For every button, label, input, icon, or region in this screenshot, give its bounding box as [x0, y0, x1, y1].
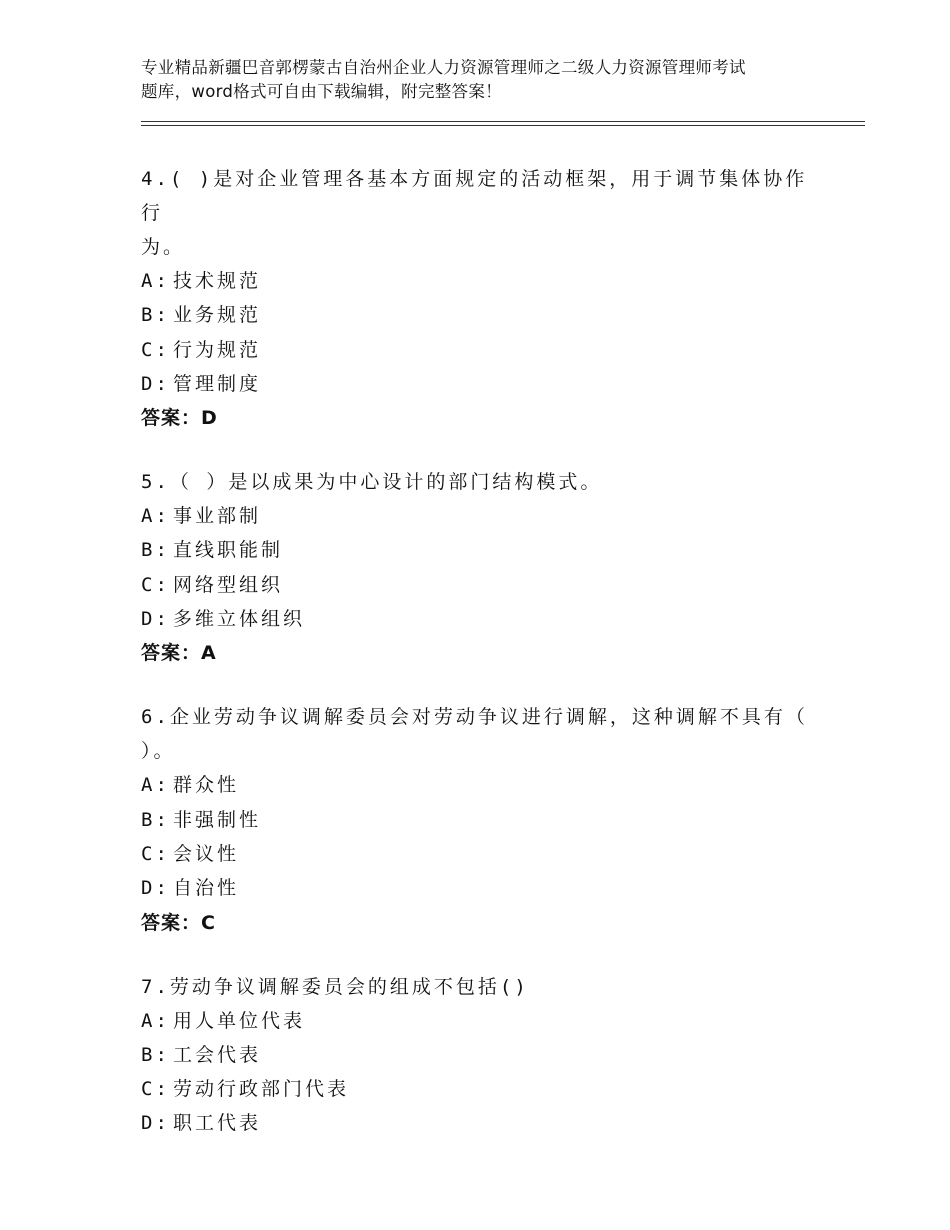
option-d	[141, 1106, 821, 1140]
option-key: D:	[141, 877, 170, 900]
question-text: 6.企业劳动争议调解委员会对劳动争议进行调解，这种调解不具有（	[141, 706, 808, 729]
question-5	[141, 465, 821, 670]
answer-line: 答案：A	[141, 642, 217, 665]
option-text: 会议性	[173, 842, 240, 865]
question-text: 7.劳动争议调解委员会的组成不包括()	[141, 975, 529, 998]
option-text: 业务规范	[173, 304, 262, 327]
header-divider-top	[141, 121, 865, 122]
question-7	[141, 970, 821, 1141]
header-title-line-2: 题库，word格式可自由下载编辑，附完整答案！	[141, 82, 502, 101]
option-text: 多维立体组织	[173, 608, 306, 631]
option-key: C:	[141, 1078, 170, 1101]
option-d	[141, 871, 821, 905]
question-text-continued: 为。	[141, 236, 186, 258]
option-text: 行为规范	[173, 338, 262, 361]
option-text: 技术规范	[173, 270, 262, 292]
option-a	[141, 264, 821, 298]
option-key: A:	[141, 774, 170, 797]
option-a	[141, 768, 821, 802]
option-b	[141, 298, 821, 332]
option-a	[141, 499, 821, 533]
option-text: 管理制度	[173, 372, 262, 395]
header-divider-bottom	[141, 125, 865, 126]
option-d	[141, 602, 821, 636]
question-4	[141, 162, 821, 435]
option-key: D:	[141, 372, 170, 395]
question-text: 4.( )是对企业管理各基本方面规定的活动框架，用于调节集体协作行	[141, 168, 808, 224]
document-header	[141, 56, 821, 104]
option-key: A:	[141, 1009, 170, 1032]
answer-line: 答案：C	[141, 911, 216, 934]
option-text: 用人单位代表	[173, 1009, 306, 1032]
option-text: 网络型组织	[173, 573, 284, 596]
option-c	[141, 1072, 821, 1106]
option-text: 自治性	[173, 877, 240, 900]
question-list	[141, 162, 821, 1171]
option-c	[141, 837, 821, 871]
option-b	[141, 1038, 821, 1072]
option-key: D:	[141, 608, 170, 631]
option-key: A:	[141, 505, 170, 528]
option-b	[141, 803, 821, 837]
option-key: A:	[141, 270, 170, 292]
option-text: 群众性	[173, 774, 240, 797]
answer-line: 答案：D	[141, 407, 218, 430]
option-text: 事业部制	[173, 505, 262, 528]
option-key: B:	[141, 808, 170, 831]
option-b	[141, 533, 821, 567]
option-key: D:	[141, 1112, 170, 1135]
question-6	[141, 700, 821, 939]
option-c	[141, 333, 821, 367]
option-text: 直线职能制	[173, 539, 284, 562]
option-text: 劳动行政部门代表	[173, 1078, 350, 1101]
option-key: C:	[141, 338, 170, 361]
question-text-continued: ）。	[141, 740, 176, 763]
question-text: 5.（ ）是以成果为中心设计的部门结构模式。	[141, 471, 603, 494]
option-key: B:	[141, 539, 170, 562]
option-key: C:	[141, 842, 170, 865]
option-text: 职工代表	[173, 1112, 262, 1135]
option-key: C:	[141, 573, 170, 596]
option-key: B:	[141, 1043, 170, 1066]
option-text: 工会代表	[173, 1043, 262, 1066]
option-text: 非强制性	[173, 808, 262, 831]
option-a	[141, 1004, 821, 1038]
header-title-line-1: 专业精品新疆巴音郭楞蒙古自治州企业人力资源管理师之二级人力资源管理师考试	[141, 58, 746, 77]
option-key: B:	[141, 304, 170, 327]
option-d	[141, 367, 821, 401]
option-c	[141, 568, 821, 602]
